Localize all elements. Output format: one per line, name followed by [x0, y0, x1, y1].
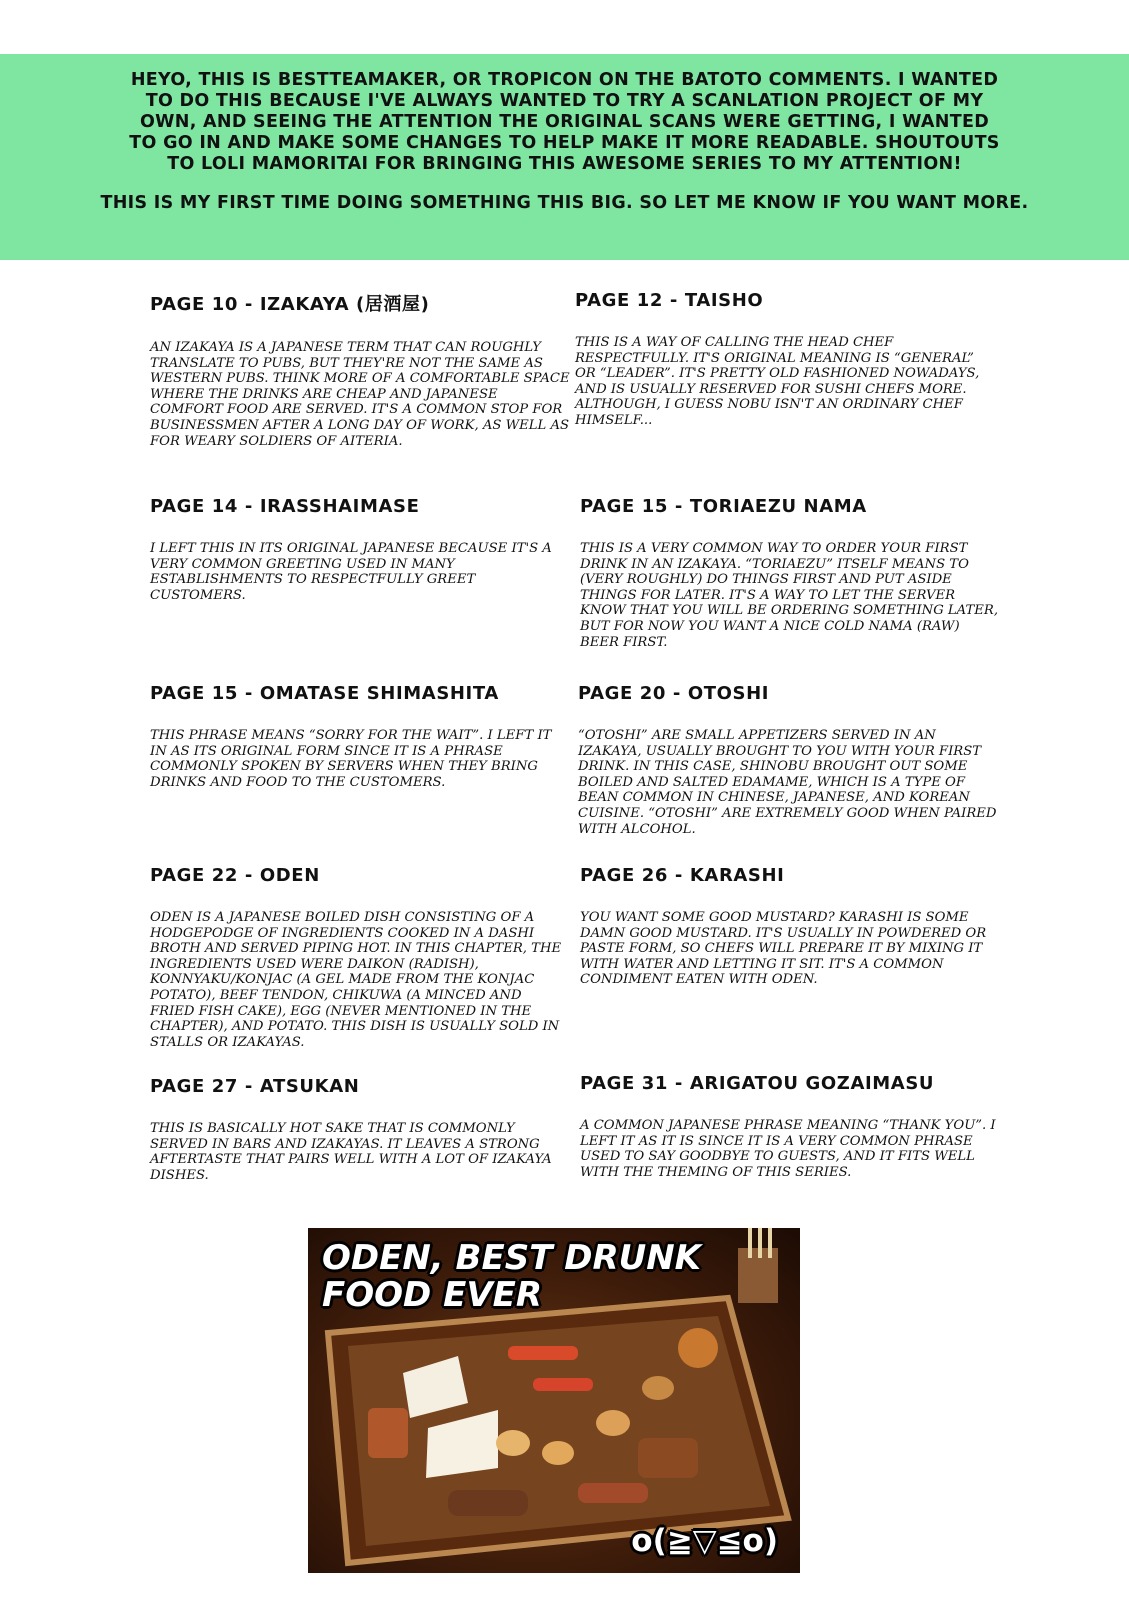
note-otoshi [578, 683, 998, 837]
note-irasshaimase [150, 496, 570, 603]
note-body: ODEN IS A JAPANESE BOILED DISH CONSISTING OF A HODGEPODGE OF INGREDIENTS COOKED IN A DASHI BROTH AND SERVED PIPING HOT. IN THIS CHAPTER, THE INGREDIENTS USED WERE DAIKON (RADISH), KONNYAKU/KONJAC (A GEL MADE FROM THE KONJAC POTATO), BEEF TENDON, CHIKUWA (A MINCED AND FRIED FISH CAKE), EGG (NEVER MENTIONED IN THE CHAPTER), AND POTATO. THIS DISH IS USUALLY SOLD IN STALLS OR IZAKAYAS. [150, 910, 562, 1050]
note-body: YOU WANT SOME GOOD MUSTARD? KARASHI IS SOME DAMN GOOD MUSTARD. IT'S USUALLY IN POWDERED OR PASTE FORM, SO CHEFS WILL PREPARE IT BY MIXING IT WITH WATER AND LETTING IT SIT. IT'S A COMMON CONDIMENT EATEN WITH ODEN. [580, 910, 987, 988]
note-taisho [575, 290, 995, 429]
note-heading: PAGE 22 - ODEN [150, 865, 320, 886]
note-body: THIS IS BASICALLY HOT SAKE THAT IS COMMONLY SERVED IN BARS AND IZAKAYAS. IT LEAVES A STRONG AFTERTASTE THAT PAIRS WELL WITH A LOT OF IZAKAYA DISHES. [150, 1121, 552, 1183]
note-heading: PAGE 15 - OMATASE SHIMASHITA [150, 683, 499, 704]
photo-caption: ODEN, BEST DRUNK FOOD EVER [322, 1238, 702, 1315]
note-arigatou-gozaimasu [580, 1073, 1000, 1180]
note-body: THIS PHRASE MEANS “SORRY FOR THE WAIT”. I LEFT IT IN AS ITS ORIGINAL FORM SINCE IT IS A PHRASE COMMONLY SPOKEN BY SERVERS WHEN THEY BRING DRINKS AND FOOD TO THE CUSTOMERS. [150, 728, 552, 790]
note-body: THIS IS A WAY OF CALLING THE HEAD CHEF RESPECTFULLY. IT'S ORIGINAL MEANING IS “GENERAL” OR “LEADER”. IT'S PRETTY OLD FASHIONED NOWADAYS, AND IS USUALLY RESERVED FOR SUSHI CHEFS MORE. ALTHOUGH, I GUESS NOBU ISN'T AN ORDINARY CHEF HIMSELF... [575, 335, 980, 428]
note-atsukan [150, 1076, 570, 1183]
note-heading: PAGE 20 - OTOSHI [578, 683, 770, 704]
note-body: THIS IS A VERY COMMON WAY TO ORDER YOUR FIRST DRINK IN AN IZAKAYA. “TORIAEZU” ITSELF MEANS TO (VERY ROUGHLY) DO THINGS FIRST AND PUT ASIDE THINGS FOR LATER. IT'S A WAY TO LET THE SERVER KNOW THAT YOU WILL BE ORDERING SOMETHING LATER, BUT FOR NOW YOU WANT A NICE COLD NAMA (RAW) BEER FIRST. [580, 541, 999, 650]
note-heading: PAGE 27 - ATSUKAN [150, 1076, 360, 1097]
note-omatase-shimashita [150, 683, 570, 790]
note-body: A COMMON JAPANESE PHRASE MEANING “THANK YOU”. I LEFT IT AS IT IS SINCE IT IS A VERY COMMON PHRASE USED TO SAY GOODBYE TO GUESTS, AND IT FITS WELL WITH THE THEMING OF THIS SERIES. [580, 1118, 996, 1180]
intro-paragraph: HEYO, THIS IS BESTTEAMAKER, OR TROPICON ON THE BATOTO COMMENTS. I WANTED TO DO THIS BECAUSE I'VE ALWAYS WANTED TO TRY A SCANLATION PROJECT OF MY OWN, AND SEEING THE ATTENTION THE ORIGINAL SCANS WERE GETTING, I WANTED TO GO IN AND MAKE SOME CHANGES TO HELP MAKE IT MORE READABLE. SHOUTOUTS TO LOLI MAMORITAI FOR BRINGING THIS AWESOME SERIES TO MY ATTENTION! [129, 70, 1000, 174]
intro-closing: THIS IS MY FIRST TIME DOING SOMETHING THIS BIG. SO LET ME KNOW IF YOU WANT MORE. [100, 193, 1029, 213]
note-izakaya [150, 290, 570, 449]
note-body: I LEFT THIS IN ITS ORIGINAL JAPANESE BECAUSE IT'S A VERY COMMON GREETING USED IN MANY ESTABLISHMENTS TO RESPECTFULLY GREET CUSTOMERS. [150, 541, 552, 603]
oden-photo [308, 1228, 800, 1573]
note-oden [150, 865, 570, 1050]
emoticon: o(≧▽≦o) [631, 1523, 778, 1559]
note-heading: PAGE 10 - IZAKAYA (居酒屋) [150, 294, 430, 315]
note-toriaezu-nama [580, 496, 1000, 650]
note-body: AN IZAKAYA IS A JAPANESE TERM THAT CAN ROUGHLY TRANSLATE TO PUBS, BUT THEY'RE NOT THE SAME AS WESTERN PUBS. THINK MORE OF A COMFORTABLE SPACE WHERE THE DRINKS ARE CHEAP AND JAPANESE COMFORT FOOD ARE SERVED. IT'S A COMMON STOP FOR BUSINESSMEN AFTER A LONG DAY OF WORK, AS WELL AS FOR WEARY SOLDIERS OF AITERIA. [150, 340, 570, 449]
note-karashi [580, 865, 1000, 988]
note-heading: PAGE 14 - IRASSHAIMASE [150, 496, 420, 517]
note-body: “OTOSHI” ARE SMALL APPETIZERS SERVED IN AN IZAKAYA, USUALLY BROUGHT TO YOU WITH YOUR FIRST DRINK. IN THIS CASE, SHINOBU BROUGHT OUT SOME BOILED AND SALTED EDAMAME, WHICH IS A TYPE OF BEAN COMMON IN CHINESE, JAPANESE, AND KOREAN CUISINE. “OTOSHI” ARE EXTREMELY GOOD WHEN PAIRED WITH ALCOHOL. [578, 728, 997, 837]
note-heading: PAGE 12 - TAISHO [575, 290, 764, 311]
intro-banner [0, 54, 1129, 260]
note-heading: PAGE 15 - TORIAEZU NAMA [580, 496, 867, 517]
note-heading: PAGE 31 - ARIGATOU GOZAIMASU [580, 1073, 935, 1094]
note-heading: PAGE 26 - KARASHI [580, 865, 785, 886]
